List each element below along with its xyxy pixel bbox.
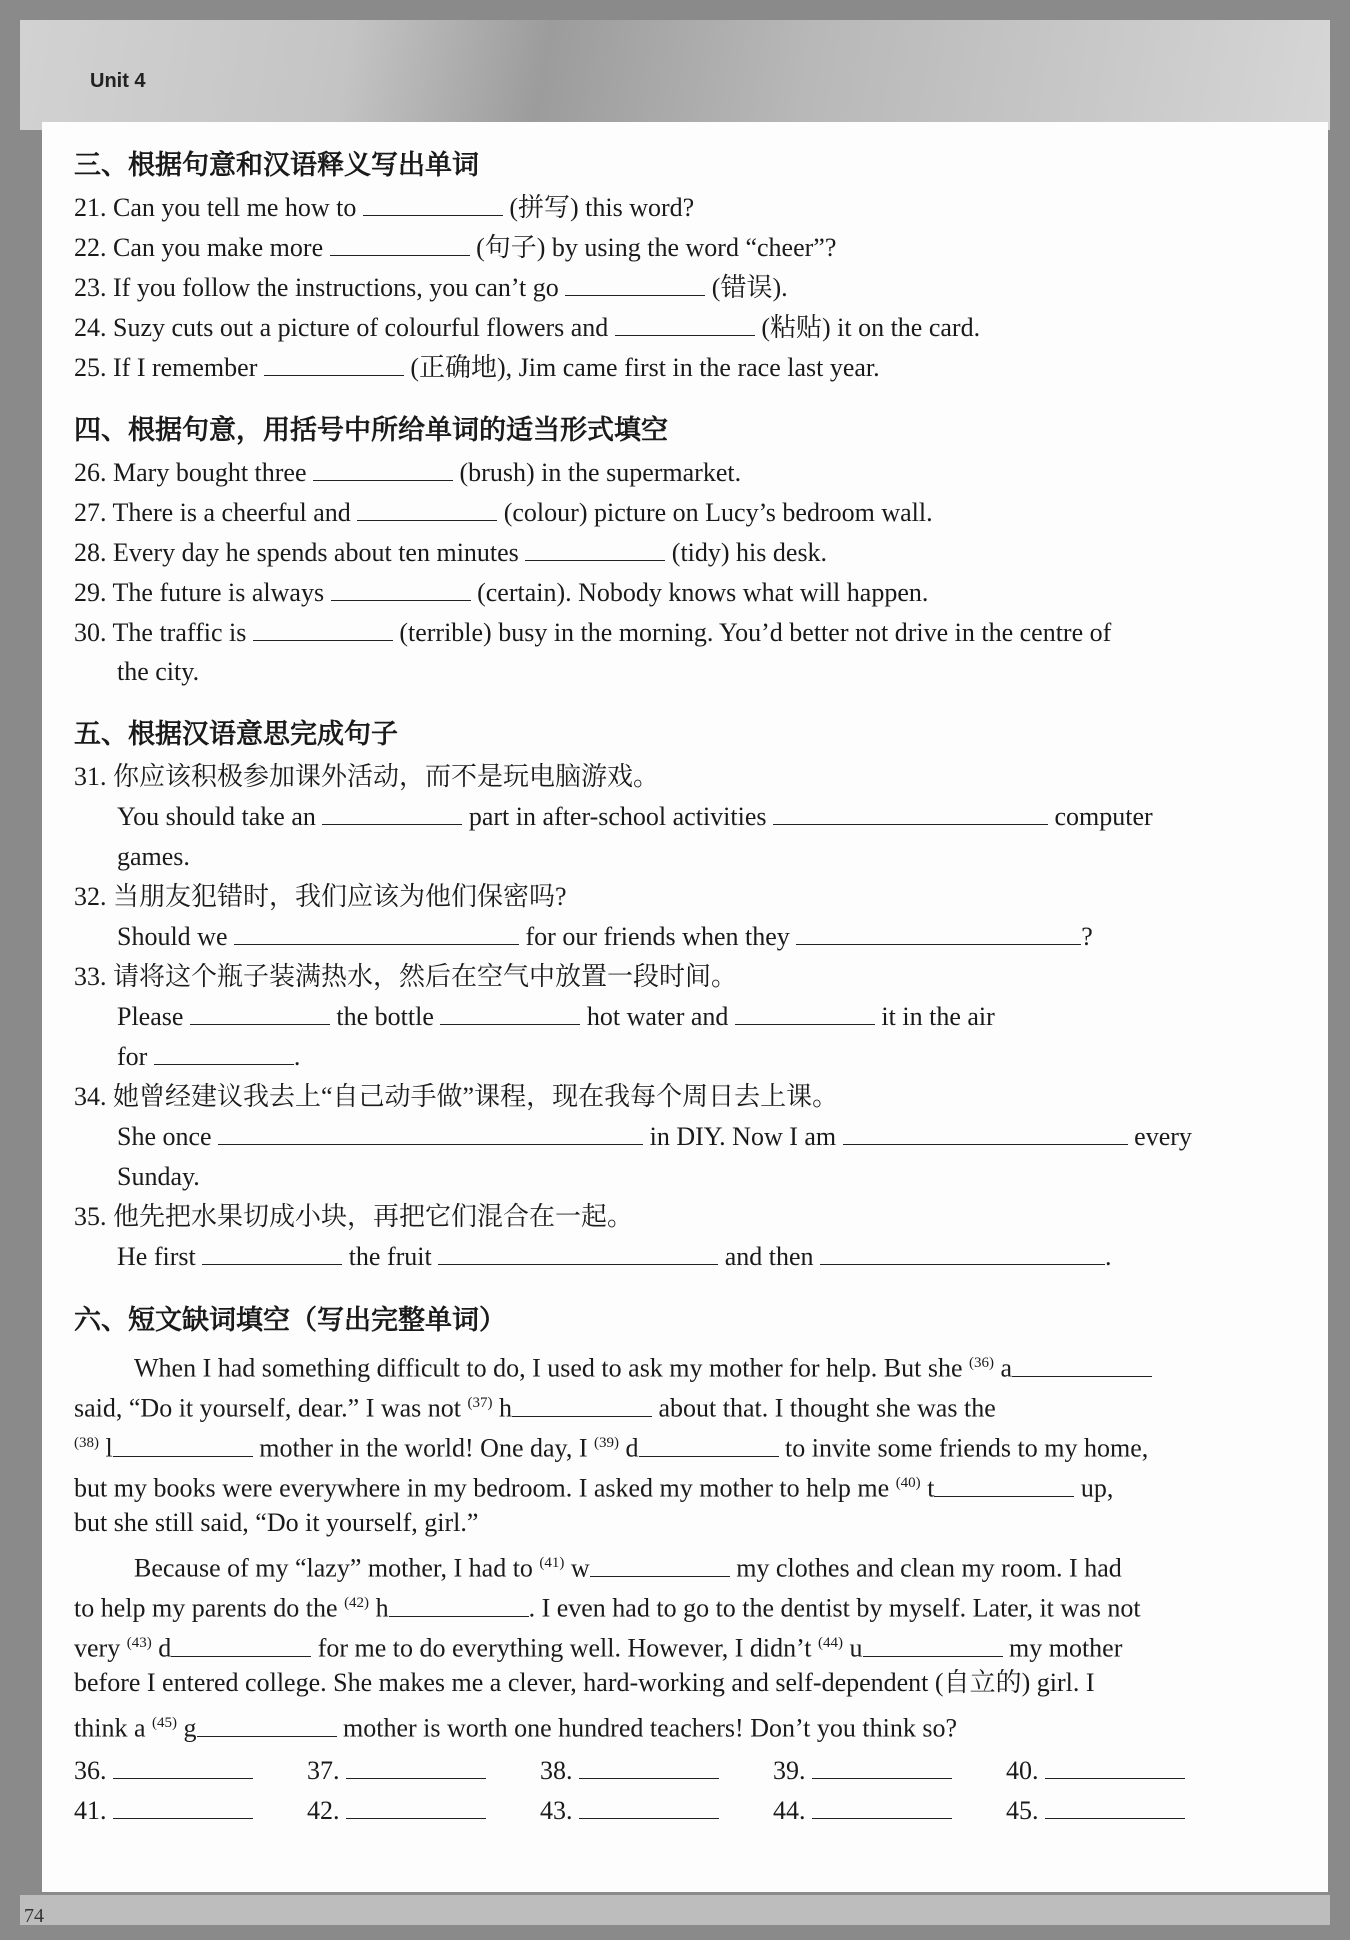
passage-line-7: to help my parents do the $^{(42)}$ h . I even had to go to the dentist by myself. Later, it was not: [74, 1593, 1141, 1623]
passage-line-3: $^{(38)}$ l mother in the world! One day, I $^{(39)}$ d to invite some friends to my home,: [74, 1433, 1149, 1463]
question-31: You should take an part in after-school activities computer: [117, 802, 1153, 831]
answer-39: 39.: [773, 1756, 952, 1786]
answer-blank[interactable]: [565, 273, 705, 296]
question-21: 21. Can you tell me how to (拼写) this word?: [74, 193, 695, 222]
answer-blank[interactable]: [1012, 1354, 1152, 1377]
question-35: He first the fruit and then .: [117, 1242, 1112, 1271]
answer-blank[interactable]: [525, 538, 665, 561]
answer-blank[interactable]: [330, 233, 470, 256]
answer-blank[interactable]: [113, 1434, 253, 1457]
answer-blank[interactable]: [843, 1122, 1128, 1145]
question-34: She once in DIY. Now I am every: [117, 1122, 1192, 1151]
page-number: 74: [24, 1905, 44, 1927]
question-27: 27. There is a cheerful and (colour) picture on Lucy’s bedroom wall.: [74, 498, 933, 527]
question-30-cont: the city.: [117, 657, 200, 686]
answer-blank[interactable]: [438, 1242, 718, 1265]
answer-blank[interactable]: [113, 1756, 253, 1779]
question-28: 28. Every day he spends about ten minutes (tidy) his desk.: [74, 538, 828, 567]
answer-blank[interactable]: [322, 802, 462, 825]
question-22: 22. Can you make more (句子) by using the word “cheer”?: [74, 233, 837, 262]
answer-43: 43.: [540, 1796, 719, 1826]
answer-37: 37.: [307, 1756, 486, 1786]
header-band: [20, 20, 1330, 130]
question-31-chinese: 31. 你应该积极参加课外活动，而不是玩电脑游戏。: [74, 762, 660, 791]
passage-line-5: but she still said, “Do it yourself, girl.”: [74, 1508, 479, 1537]
answer-blank[interactable]: [639, 1434, 779, 1457]
footer-band: [20, 1895, 1330, 1925]
passage-line-10: think a $^{(45)}$ g mother is worth one hundred teachers! Don’t you think so?: [74, 1713, 957, 1743]
question-26: 26. Mary bought three (brush) in the supermarket.: [74, 458, 742, 487]
answer-blank[interactable]: [313, 458, 453, 481]
answer-blank[interactable]: [234, 922, 519, 945]
answer-blank[interactable]: [1045, 1756, 1185, 1779]
answer-blank[interactable]: [796, 922, 1081, 945]
answer-blank[interactable]: [615, 313, 755, 336]
answer-blank[interactable]: [579, 1796, 719, 1819]
answer-blank[interactable]: [264, 353, 404, 376]
question-31-cont: games.: [117, 842, 190, 871]
answer-blank[interactable]: [197, 1714, 337, 1737]
answer-40: 40.: [1006, 1756, 1185, 1786]
answer-blank[interactable]: [812, 1756, 952, 1779]
answer-blank[interactable]: [346, 1756, 486, 1779]
answer-blank[interactable]: [590, 1554, 730, 1577]
answer-blank[interactable]: [579, 1756, 719, 1779]
answer-blank[interactable]: [389, 1594, 529, 1617]
section-3-title: 三、根据句意和汉语释义写出单词: [74, 150, 479, 181]
answer-blank[interactable]: [218, 1122, 643, 1145]
question-30: 30. The traffic is (terrible) busy in the morning. You’d better not drive in the centre of: [74, 618, 1112, 647]
answer-blank[interactable]: [512, 1394, 652, 1417]
section-4-title: 四、根据句意，用括号中所给单词的适当形式填空: [74, 415, 668, 446]
question-24: 24. Suzy cuts out a picture of colourful flowers and (粘贴) it on the card.: [74, 313, 981, 342]
question-29: 29. The future is always (certain). Nobody knows what will happen.: [74, 578, 929, 607]
answer-blank[interactable]: [113, 1796, 253, 1819]
question-32: Should we for our friends when they ?: [117, 922, 1093, 951]
section-6-title: 六、短文缺词填空（写出完整单词）: [74, 1305, 506, 1336]
answer-blank[interactable]: [253, 618, 393, 641]
question-33: Please the bottle hot water and it in the air: [117, 1002, 995, 1031]
answer-blank[interactable]: [331, 578, 471, 601]
passage-line-2: said, “Do it yourself, dear.” I was not $^{(37)}$ h about that. I thought she was the: [74, 1393, 996, 1423]
answer-blank[interactable]: [190, 1002, 330, 1025]
passage-line-1: When I had something difficult to do, I used to ask my mother for help. But she $^{(36)}$ a: [134, 1348, 1152, 1384]
answer-36: 36.: [74, 1756, 253, 1786]
passage-line-4: but my books were everywhere in my bedroom. I asked my mother to help me $^{(40)}$ t up,: [74, 1473, 1114, 1503]
answer-blank[interactable]: [735, 1002, 875, 1025]
passage-line-8: very $^{(43)}$ d for me to do everything well. However, I didn’t $^{(44)}$ u my mother: [74, 1633, 1123, 1663]
answer-41: 41.: [74, 1796, 253, 1826]
question-33-cont: for .: [117, 1042, 301, 1071]
answer-blank[interactable]: [440, 1002, 580, 1025]
answer-blank[interactable]: [934, 1474, 1074, 1497]
answer-blank[interactable]: [1045, 1796, 1185, 1819]
passage-line-9: before I entered college. She makes me a clever, hard-working and self-dependent (自立的) girl. I: [74, 1668, 1095, 1697]
answer-45: 45.: [1006, 1796, 1185, 1826]
answer-blank[interactable]: [346, 1796, 486, 1819]
question-32-chinese: 32. 当朋友犯错时，我们应该为他们保密吗?: [74, 882, 567, 911]
answer-blank[interactable]: [812, 1796, 952, 1819]
question-34-chinese: 34. 她曾经建议我去上“自己动手做”课程，现在我每个周日去上课。: [74, 1082, 839, 1111]
answer-blank[interactable]: [773, 802, 1048, 825]
answer-blank[interactable]: [202, 1242, 342, 1265]
answer-blank[interactable]: [171, 1634, 311, 1657]
answer-blank[interactable]: [863, 1634, 1003, 1657]
section-5-title: 五、根据汉语意思完成句子: [74, 719, 398, 750]
answer-42: 42.: [307, 1796, 486, 1826]
question-33-chinese: 33. 请将这个瓶子装满热水，然后在空气中放置一段时间。: [74, 962, 738, 991]
answer-38: 38.: [540, 1756, 719, 1786]
answer-blank[interactable]: [154, 1042, 294, 1065]
answer-blank[interactable]: [820, 1242, 1105, 1265]
question-35-chinese: 35. 他先把水果切成小块，再把它们混合在一起。: [74, 1202, 634, 1231]
answer-blank[interactable]: [363, 193, 503, 216]
answer-blank[interactable]: [357, 498, 497, 521]
answer-44: 44.: [773, 1796, 952, 1826]
question-23: 23. If you follow the instructions, you can’t go (错误).: [74, 273, 788, 302]
unit-label: Unit 4: [90, 70, 146, 92]
question-34-cont: Sunday.: [117, 1162, 200, 1191]
question-25: 25. If I remember (正确地), Jim came first in the race last year.: [74, 353, 880, 382]
passage-line-6: Because of my “lazy” mother, I had to $^{(41)}$ w my clothes and clean my room. I had: [134, 1553, 1122, 1583]
